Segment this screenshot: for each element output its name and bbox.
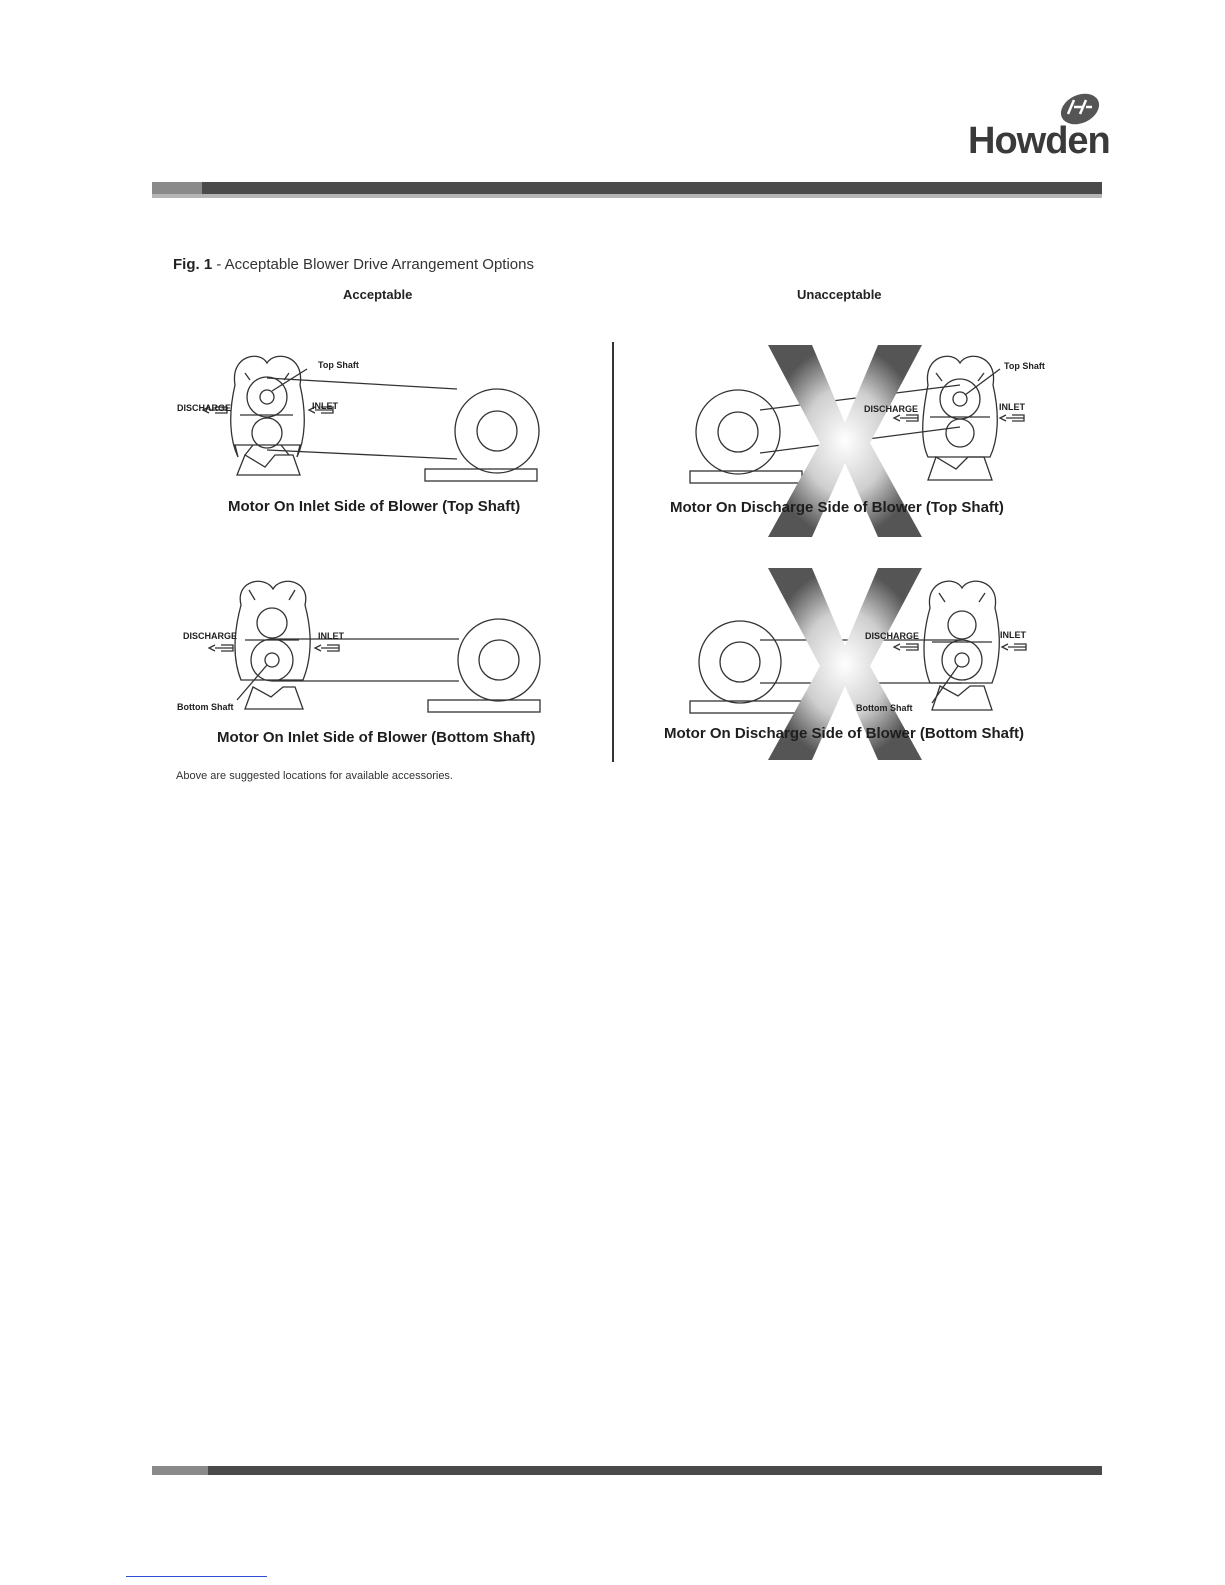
caption-acceptable-bottom: Motor On Inlet Side of Blower (Bottom Shaft) [217, 729, 536, 746]
caption-acceptable-top: Motor On Inlet Side of Blower (Top Shaft) [228, 498, 521, 515]
discharge-label: DISCHARGE [183, 631, 238, 641]
column-heading-unacceptable: Unacceptable [797, 287, 882, 302]
figure-label: Fig. 1 [173, 256, 213, 273]
discharge-label: DISCHARGE [177, 403, 232, 413]
column-divider [612, 342, 614, 762]
shaft-label: Top Shaft [1004, 361, 1045, 371]
caption-unacceptable-top: Motor On Discharge Side of Blower (Top Shaft) [670, 499, 1004, 516]
inlet-label: INLET [312, 401, 338, 411]
shaft-label: Top Shaft [318, 360, 359, 370]
column-heading-acceptable: Acceptable [343, 287, 413, 302]
blower-drive-drawing [175, 345, 595, 495]
shaft-label: Bottom Shaft [856, 703, 913, 713]
figure-title-text: - Acceptable Blower Drive Arrangement Options [212, 256, 534, 273]
discharge-label: DISCHARGE [865, 631, 920, 641]
howden-logo [960, 92, 1110, 164]
inlet-label: INLET [1000, 630, 1026, 640]
blower-drive-drawing [175, 575, 595, 725]
inlet-label: INLET [999, 402, 1025, 412]
figure-title [173, 256, 534, 273]
inlet-label: INLET [318, 631, 344, 641]
discharge-label: DISCHARGE [864, 404, 919, 414]
diagram-acceptable-bottom [175, 575, 595, 725]
footer-link-underline[interactable] [126, 1576, 267, 1577]
header-rule [152, 182, 1102, 194]
caption-unacceptable-bottom: Motor On Discharge Side of Blower (Bottom Shaft) [664, 725, 1025, 742]
diagram-acceptable-top [175, 345, 595, 495]
shaft-label: Bottom Shaft [177, 702, 234, 712]
header-rule-thin [152, 194, 1102, 198]
footer-rule [152, 1466, 1102, 1475]
figure-note: Above are suggested locations for available accessories. [176, 770, 453, 782]
logo-wordmark: Howden [968, 120, 1110, 162]
